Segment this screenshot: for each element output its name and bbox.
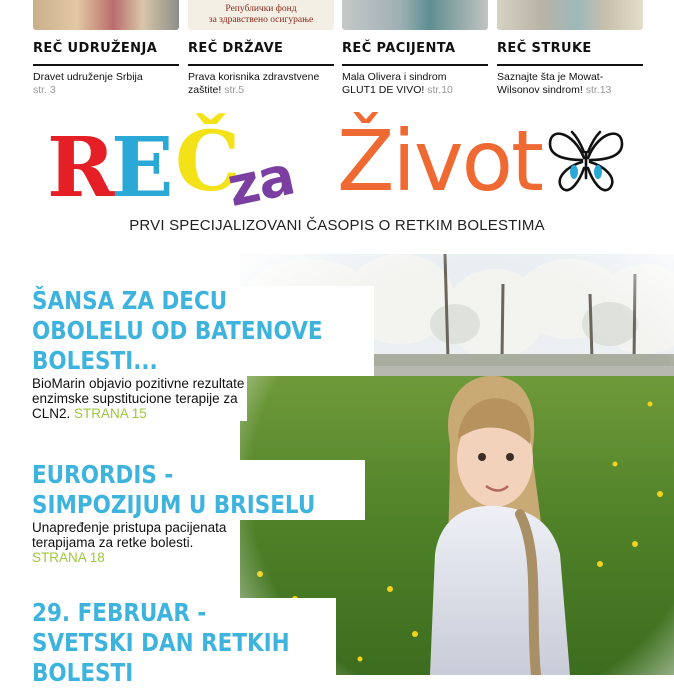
section-thumbnail-doctor — [497, 0, 643, 30]
story-headline-line: EURORDIS - — [32, 460, 174, 489]
section-title-pacijenta[interactable]: REČ PACIJENTA — [342, 41, 456, 56]
story-headline-line: 29. FEBRUAR - — [32, 598, 207, 627]
section-divider — [188, 64, 334, 66]
section-teaser-udruzenja[interactable] — [33, 71, 183, 97]
masthead-letter-r: R — [47, 120, 116, 216]
fund-logo-text — [188, 4, 334, 26]
masthead-za: za — [221, 143, 300, 219]
story-body — [0, 376, 247, 421]
story-headline-line: BOLESTI... — [32, 346, 158, 375]
story-headline-line: BOLESTI — [32, 658, 134, 687]
story-eurordis[interactable] — [0, 460, 365, 565]
section-title-struke[interactable]: REČ STRUKE — [497, 41, 592, 56]
story-body-text: Unapređenje pristupa pacijenata terapijama za retke bolesti. — [32, 520, 227, 550]
fund-logo-line-2: за здравствено осигурање — [208, 15, 314, 25]
story-headline-box — [0, 286, 374, 376]
story-body-text: BioMarin objavio pozitivne rezultate enzimske supstitucione terapije za CLN2. — [32, 376, 245, 421]
teaser-page: str. 3 — [33, 84, 56, 96]
section-thumbnail-dolls — [33, 0, 179, 30]
section-divider — [342, 64, 488, 66]
teaser-text: Dravet udruženje Srbija — [33, 71, 143, 83]
story-headline-line: OBOLELU OD BATENOVE — [32, 316, 323, 345]
masthead-zivot: Život — [337, 112, 542, 210]
masthead-letter-e: E — [111, 120, 174, 216]
section-thumbnail-patient — [342, 0, 488, 30]
story-headline-box — [0, 460, 365, 520]
section-title-udruzenja[interactable]: REČ UDRUŽENJA — [33, 41, 158, 56]
story-batten[interactable] — [0, 286, 374, 421]
story-headline-line: SVETSKI DAN RETKIH — [32, 628, 290, 657]
section-teaser-drzave[interactable] — [188, 71, 336, 97]
story-headline-line: ŠANSA ZA DECU — [32, 286, 228, 315]
section-divider — [33, 64, 179, 66]
teaser-page: str.10 — [427, 84, 453, 96]
teaser-text: Saznajte šta je Mowat-Wilsonov sindrom! — [497, 71, 604, 96]
butterfly-logo-icon — [544, 122, 628, 198]
teaser-page: str.5 — [224, 84, 245, 96]
story-page-ref: STRANA 15 — [70, 406, 147, 421]
masthead-letter-c: Č — [175, 114, 241, 210]
section-teaser-struke[interactable] — [497, 71, 627, 97]
section-thumbnail-fund — [188, 0, 334, 30]
story-body — [0, 520, 232, 565]
teaser-text: Mala Olivera i sindrom GLUT1 DE VIVO! — [342, 71, 447, 96]
section-teaser-pacijenta[interactable] — [342, 71, 462, 97]
fund-logo-line-1: Републички фонд — [225, 4, 297, 14]
section-title-drzave[interactable]: REČ DRŽAVE — [188, 41, 284, 56]
magazine-subtitle: PRVI SPECIJALIZOVANI ČASOPIS O RETKIM BOLESTIMA — [129, 217, 545, 234]
story-page-ref: STRANA 18 — [32, 550, 105, 565]
story-headline-line: SIMPOZIJUM U BRISELU — [32, 490, 316, 519]
teaser-text: Prava korisnika zdravstvene zaštite! — [188, 71, 320, 96]
teaser-page: str.13 — [585, 84, 612, 96]
section-divider — [497, 64, 643, 66]
masthead-logo — [47, 110, 647, 220]
